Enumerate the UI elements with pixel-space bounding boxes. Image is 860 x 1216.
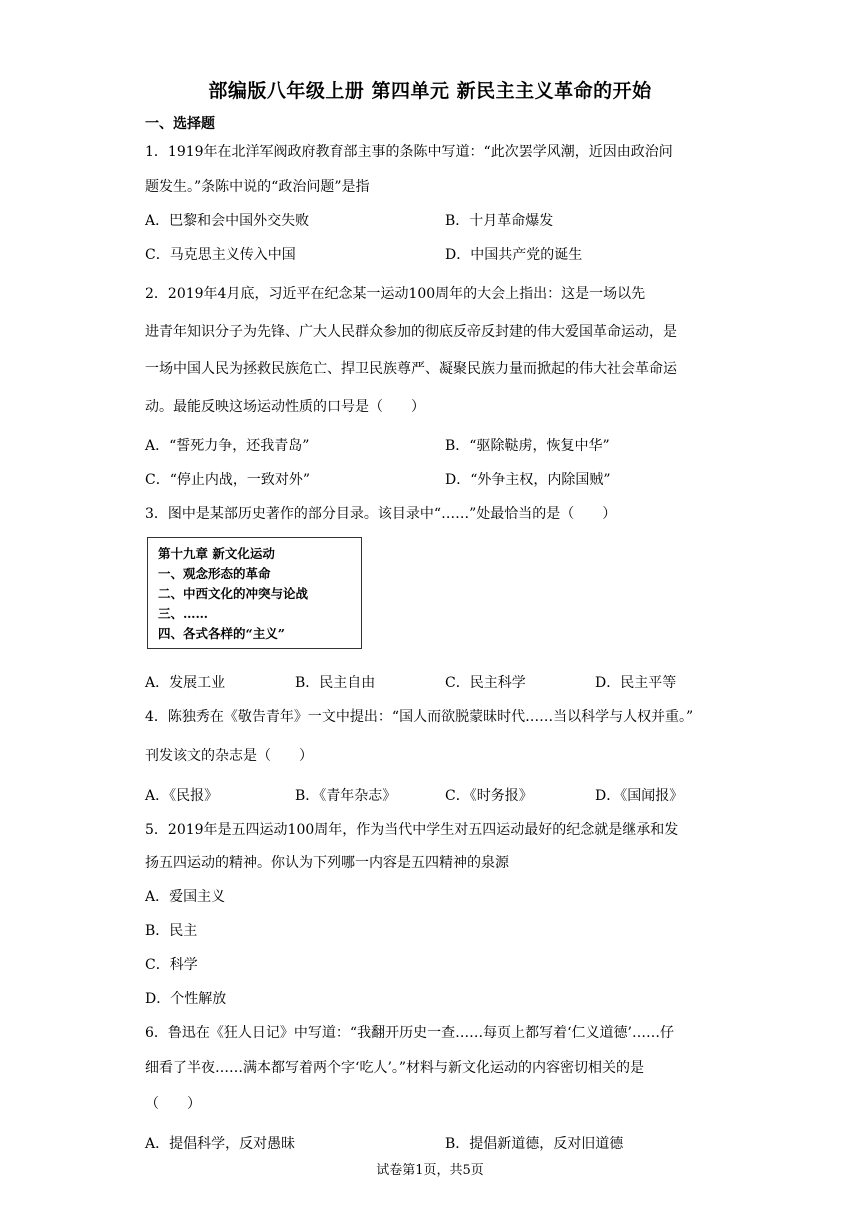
q5-option-a: A．爱国主义 <box>145 889 226 905</box>
question-1-line-2: 题发生。”条陈中说的“政治问题”是指 <box>145 179 370 195</box>
question-1-line-1: 1．1919年在北洋军阀政府教育部主事的条陈中写道：“此次罢学风潮，近因由政治问 <box>145 144 673 160</box>
q4-option-b: B．《青年杂志》 <box>295 788 397 804</box>
table-of-contents-box <box>147 537 362 649</box>
q4-option-a: A．《民报》 <box>145 788 219 804</box>
question-2-line-2: 进青年知识分子为先锋、广大人民群众参加的彻底反帝反封建的伟大爱国革命运动，是 <box>145 324 677 340</box>
question-2-line-1: 2．2019年4月底，习近平在纪念某一运动100周年的大会上指出：这是一场以先 <box>145 286 646 302</box>
question-3-line-1: 3．图中是某部历史著作的部分目录。该目录中“……”处最恰当的是（ ） <box>145 506 617 522</box>
q6-option-b: B．提倡新道德，反对旧道德 <box>445 1136 624 1152</box>
q6-option-a: A．提倡科学，反对愚昧 <box>145 1136 296 1152</box>
page-footer: 试卷第1页，共5页 <box>376 1163 484 1178</box>
q2-option-a: A．“誓死力争，还我青岛” <box>145 438 310 454</box>
question-2-line-4: 动。最能反映这场运动性质的口号是（ ） <box>145 399 425 415</box>
question-4-line-2: 刊发该文的杂志是（ ） <box>145 748 313 764</box>
toc-item-1: 一、观念形态的革命 <box>158 566 271 581</box>
q3-option-a: A．发展工业 <box>145 675 226 691</box>
toc-chapter: 第十九章 新文化运动 <box>158 546 275 561</box>
q3-option-b: B．民主自由 <box>295 675 376 691</box>
question-5-line-1: 5．2019年是五四运动100周年，作为当代中学生对五四运动最好的纪念就是继承和发 <box>145 822 679 838</box>
toc-item-4: 四、各式各样的“主义” <box>158 626 285 641</box>
q5-option-c: C．科学 <box>145 957 198 973</box>
question-6-line-3: （ ） <box>145 1096 201 1112</box>
q2-option-d: D．“外争主权，内除国贼” <box>445 472 611 488</box>
q1-option-d: D．中国共产党的诞生 <box>445 247 583 263</box>
toc-item-3: 三、…… <box>158 606 209 621</box>
q3-option-c: C．民主科学 <box>445 675 526 691</box>
q2-option-c: C．“停止内战，一致对外” <box>145 472 311 488</box>
q1-option-c: C．马克思主义传入中国 <box>145 247 296 263</box>
question-6-line-1: 6．鲁迅在《狂人日记》中写道：“我翻开历史一查……每页上都写着‘仁义道德’……仔 <box>145 1025 674 1041</box>
q2-option-b: B．“驱除鞑虏，恢复中华” <box>445 438 610 454</box>
q1-option-a: A．巴黎和会中国外交失败 <box>145 213 310 229</box>
q4-option-d: D．《国闻报》 <box>595 788 684 804</box>
question-6-line-2: 细看了半夜……满本都写着两个字‘吃人’。”材料与新文化运动的内容密切相关的是 <box>145 1060 645 1076</box>
q5-option-d: D．个性解放 <box>145 991 227 1007</box>
q4-option-c: C．《时务报》 <box>445 788 533 804</box>
q3-option-d: D．民主平等 <box>595 675 677 691</box>
toc-item-2: 二、中西文化的冲突与论战 <box>158 586 309 601</box>
question-5-line-2: 扬五四运动的精神。你认为下列哪一内容是五四精神的泉源 <box>145 855 509 871</box>
question-4-line-1: 4．陈独秀在《敬告青年》一文中提出：“国人而欲脱蒙昧时代……当以科学与人权并重。” <box>145 709 694 725</box>
page-title: 部编版八年级上册 第四单元 新民主主义革命的开始 <box>208 80 652 102</box>
question-2-line-3: 一场中国人民为拯救民族危亡、捍卫民族尊严、凝聚民族力量而掀起的伟大社会革命运 <box>145 361 677 377</box>
section-heading: 一、选择题 <box>145 116 215 132</box>
q5-option-b: B．民主 <box>145 923 198 939</box>
q1-option-b: B．十月革命爆发 <box>445 213 554 229</box>
